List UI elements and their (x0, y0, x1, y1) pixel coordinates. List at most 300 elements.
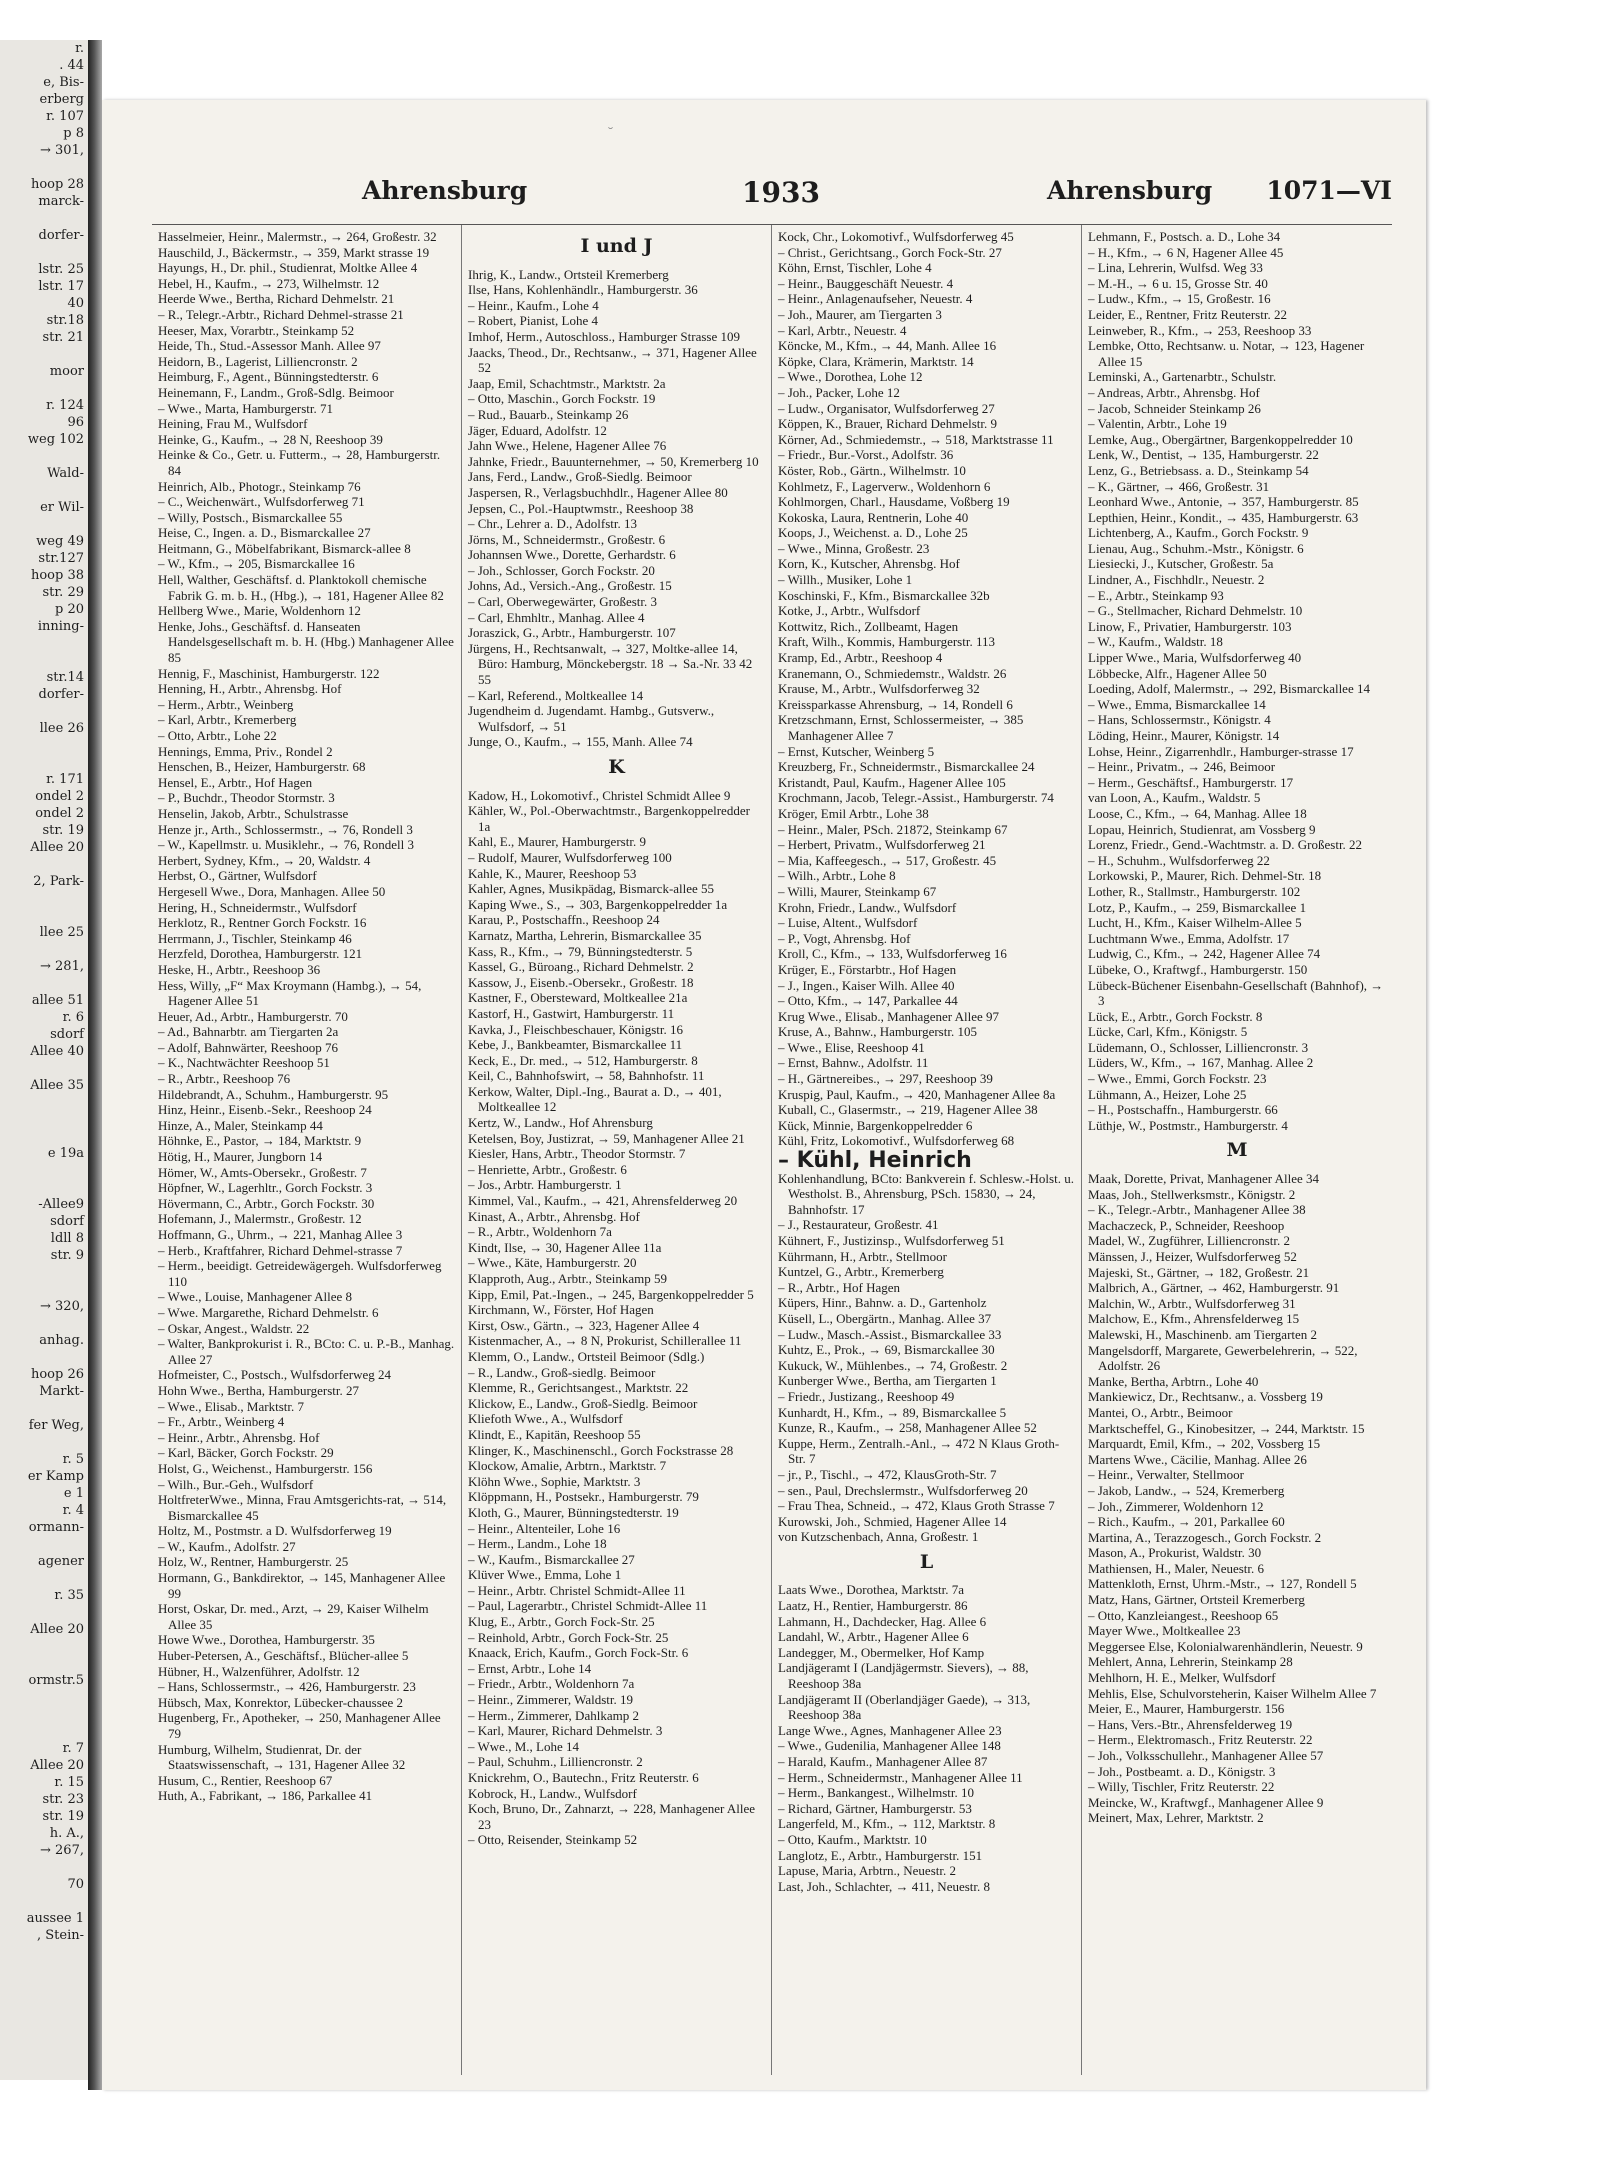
directory-entry: Lopau, Heinrich, Studienrat, am Vossberg 9 (1088, 821, 1316, 837)
directory-entry: Leminski, A., Gartenarbtr., Schulstr. (1088, 369, 1277, 385)
previous-page-fragment: → 267, (40, 1843, 84, 1858)
directory-entry: Kistenmacher, A., → 8 N, Prokurist, Schillerallee 11 (468, 1333, 742, 1349)
directory-entry: Kührmann, H., Arbtr., Stellmoor (778, 1248, 947, 1264)
previous-page-fragment (0, 941, 88, 958)
directory-entry: – Heinr., Kaufm., Lohe 4 (468, 297, 599, 313)
directory-entry: – Wwe., Käte, Hamburgerstr. 20 (468, 1255, 637, 1271)
directory-entry: Heining, Frau M., Wulfsdorf (158, 416, 308, 432)
directory-entry: Malbrich, A., Gärtner, → 462, Hamburgerstr. 91 (1088, 1280, 1340, 1296)
directory-entry: Machaczeck, P., Schneider, Reeshoop (1088, 1217, 1285, 1233)
directory-entry: Majeski, St., Gärtner, → 182, Großestr. 21 (1088, 1264, 1310, 1280)
directory-entry: Lüthje, W., Postmstr., Hamburgerstr. 4 (1088, 1117, 1288, 1133)
previous-page-fragment: . 44 (59, 58, 84, 73)
directory-entry: Kock, Chr., Lokomotivf., Wulfsdorferweg 45 (778, 229, 1014, 244)
directory-entry: Heinke & Co., Getr. u. Futterm., → 28, Hamburgerstr. 84 (158, 447, 441, 478)
directory-entry: Kohlmetz, F., Lagerverw., Woldenhorn 6 (778, 478, 991, 494)
directory-entry: Jäger, Eduard, Adolfstr. 12 (468, 422, 607, 438)
directory-entry: Holst, G., Weichenst., Hamburgerstr. 156 (158, 1460, 373, 1476)
directory-entry: Lipper Wwe., Maria, Wulfsdorferweg 40 (1088, 650, 1302, 666)
directory-entry: – Ernst, Arbtr., Lohe 14 (468, 1660, 592, 1676)
directory-entry: – H., Gärtnereibes., → 297, Reeshoop 39 (778, 1071, 993, 1087)
directory-entry: Malchow, E., Kfm., Ahrensfelderweg 15 (1088, 1311, 1300, 1327)
directory-entry: Kück, Minnie, Bargenkoppelredder 6 (778, 1117, 973, 1133)
directory-entry: – Luise, Altent., Wulfsdorf (778, 915, 918, 931)
directory-entry: Lichtenberg, A., Kaufm., Gorch Fockstr. 9 (1088, 525, 1309, 541)
previous-page-fragment: lstr. 17 (38, 279, 84, 294)
directory-entry: Lienau, Aug., Schuhm.-Mstr., Königstr. 6 (1088, 540, 1304, 556)
directory-entry: – Mia, Kaffeegesch., → 517, Großestr. 45 (778, 852, 997, 868)
directory-entry: Kretzschmann, Ernst, Schlossermeister, → 385 Manhagener Allee 7 (778, 712, 1024, 743)
directory-entry: Landjägeramt I (Landjägermstr. Sievers), → 88, Reeshoop 38a (778, 1660, 1029, 1692)
previous-page-fragment: r. 107 (46, 109, 84, 124)
section-heading-i-j: I und J (580, 235, 653, 257)
directory-entry: Koschinski, F., Kfm., Bismarckallee 32b (778, 587, 990, 603)
directory-entry: – K., Gärtner, → 466, Großestr. 31 (1088, 478, 1270, 494)
previous-page-fragment: p 8 (63, 126, 84, 141)
directory-entry: – R., Arbtr., Reeshoop 76 (158, 1071, 291, 1087)
previous-page-fragment: str. 9 (50, 1248, 84, 1263)
previous-page-fragment: Allee 20 (30, 1622, 84, 1637)
directory-entry: Meinert, Max, Lehrer, Marktstr. 2 (1088, 1810, 1264, 1826)
directory-entry: – Hans, Schlossermstr., → 426, Hamburgerstr. 23 (158, 1679, 416, 1695)
previous-page-fragment: fer Weg, (28, 1418, 84, 1433)
page-header (142, 176, 1392, 216)
previous-page-fragment (0, 1111, 88, 1128)
previous-page-fragment: r. 15 (54, 1775, 84, 1790)
previous-page-fragment (0, 1349, 88, 1366)
directory-entry: – Wwe., Dorothea, Lohe 12 (778, 369, 923, 385)
directory-entry: Kreuzberg, Fr., Schneidermstr., Bismarckallee 24 (778, 759, 1035, 775)
previous-page-fragment (0, 159, 88, 176)
directory-entry: Klemme, R., Gerichtsangest., Marktstr. 22 (468, 1380, 689, 1396)
directory-entry: Herrmann, J., Tischler, Steinkamp 46 (158, 930, 352, 946)
previous-page-fragment: e 19a (47, 1146, 84, 1161)
directory-entry: – Ludw., Masch.-Assist., Bismarckallee 33 (778, 1326, 1002, 1342)
directory-entry: Kahler, Agnes, Musikpädag, Bismarck-allee 55 (468, 881, 715, 897)
directory-entry: Lohse, Heinr., Zigarrenhdlr., Hamburger-strasse 17 (1088, 743, 1354, 759)
directory-entry: Luchtmann Wwe., Emma, Adolfstr. 17 (1088, 930, 1290, 946)
directory-entry: – Rich., Kaufm., → 201, Parkallee 60 (1088, 1514, 1285, 1530)
directory-entry: – J., Restaurateur, Großestr. 41 (778, 1217, 939, 1233)
directory-entry: Jörns, M., Schneidermstr., Großestr. 6 (468, 531, 666, 547)
directory-entry: – Valentin, Arbtr., Lohe 19 (1088, 416, 1227, 432)
directory-entry: – H., Postschaffn., Hamburgerstr. 66 (1088, 1102, 1278, 1118)
previous-page-fragment (0, 1689, 88, 1706)
directory-entry: – Heinr., Privatm., → 246, Beimoor (1088, 759, 1276, 775)
directory-entry: – Christ., Gerichtsang., Gorch Fock-Str. 27 (778, 244, 1002, 260)
directory-entry: Huth, A., Fabrikant, → 186, Parkallee 41 (158, 1788, 373, 1804)
directory-entry: Klapproth, Aug., Arbtr., Steinkamp 59 (468, 1271, 667, 1286)
directory-entry: Hebel, H., Kaufm., → 273, Wilhelmstr. 12 (158, 275, 380, 291)
directory-entry: – Wwe., Elise, Reeshoop 41 (778, 1039, 925, 1055)
directory-entry: – Heinr., Arbtr. Christel Schmidt-Allee 11 (468, 1582, 686, 1598)
directory-entry: – Ludw., Kfm., → 15, Großestr. 16 (1088, 291, 1271, 307)
directory-entry: Klug, E., Arbtr., Gorch Fock-Str. 25 (468, 1614, 655, 1630)
directory-entry: Marktscheffel, G., Kinobesitzer, → 244, Marktstr. 15 (1088, 1420, 1365, 1436)
directory-entry: Mattenkloth, Ernst, Uhrm.-Mstr., → 127, Rondell 5 (1088, 1576, 1357, 1592)
directory-entry: – Heinr., Arbtr., Ahrensbg. Hof (158, 1429, 320, 1445)
previous-page-fragment: ondel 2 (35, 806, 84, 821)
directory-entry: Koops, J., Weichenst. a. D., Lohe 25 (778, 525, 968, 541)
directory-entry: – Karl, Referend., Moltkeallee 14 (468, 687, 644, 703)
directory-entry: Kähler, W., Pol.-Oberwachtmstr., Bargenkoppelredder 1a (468, 803, 750, 834)
directory-entry: Kindt, Ilse, → 30, Hagener Allee 11a (468, 1239, 662, 1255)
directory-entry: Kadow, H., Lokomotivf., Christel Schmidt Allee 9 (468, 787, 731, 803)
directory-entry: Lotz, P., Kaufm., → 259, Bismarckallee 1 (1088, 899, 1307, 915)
previous-page-fragment (0, 1434, 88, 1451)
directory-entry: Herbert, Sydney, Kfm., → 20, Waldstr. 4 (158, 852, 371, 868)
directory-entry: Hensel, E., Arbtr., Hof Hagen (158, 774, 313, 790)
directory-entry: Heise, C., Ingen. a. D., Bismarckallee 27 (158, 525, 371, 541)
directory-entry: Hennig, F., Maschinist, Hamburgerstr. 122 (158, 665, 380, 681)
directory-entry: van Loon, A., Kaufm., Waldstr. 5 (1088, 790, 1261, 806)
entry-list-k-end (778, 1171, 1075, 1545)
directory-entry: – Heinr., Altenteiler, Lohe 16 (468, 1520, 621, 1536)
previous-page-fragment: r. 6 (62, 1010, 84, 1025)
directory-entry: Kukuck, W., Mühlenbes., → 74, Großestr. 2 (778, 1357, 1008, 1373)
directory-entry: Kühl, Fritz, Lokomotivf., Wulfsdorferweg 68 (778, 1133, 1015, 1149)
directory-entry: Heinke, G., Kaufm., → 28 N, Reeshoop 39 (158, 431, 383, 447)
directory-entry: – Reinhold, Arbtr., Gorch Fock-Str. 25 (468, 1629, 669, 1645)
directory-entry: – Jakob, Landw., → 524, Kremerberg (1088, 1482, 1285, 1498)
directory-entry: Hergesell Wwe., Dora, Manhagen. Allee 50 (158, 883, 386, 899)
directory-entry: Lenk, W., Dentist, → 135, Hamburgerstr. 22 (1088, 447, 1319, 463)
previous-page-fragment: r. (75, 41, 84, 56)
directory-entry: Hell, Walther, Geschäftsf. d. Planktokoll chemische Fabrik G. m. b. H., (Hbg.), → 181, Hagener Allee 82 (158, 572, 444, 603)
directory-entry: – Lina, Lehrerin, Wulfsd. Weg 33 (1088, 260, 1263, 276)
directory-entry: Köppen, K., Brauer, Richard Dehmelstr. 9 (778, 416, 997, 432)
directory-entry: Kröger, Emil Arbtr., Lohe 38 (778, 805, 929, 821)
directory-entry: – Andreas, Arbtr., Ahrensbg. Hof (1088, 384, 1260, 400)
directory-entry: – R., Landw., Groß-siedlg. Beimoor (468, 1364, 656, 1380)
previous-page-fragment: e 1 (63, 1486, 84, 1501)
directory-entry: – Wwe., Minna, Großestr. 23 (778, 540, 930, 556)
previous-page-fragment: ormstr.5 (28, 1673, 84, 1688)
previous-page-fragment (0, 1655, 88, 1672)
previous-page-fragment: er Wil- (40, 500, 84, 515)
previous-page-fragment: str. 21 (42, 330, 84, 345)
directory-entry: Kroll, C., Kfm., → 133, Wulfsdorferweg 16 (778, 946, 1007, 962)
directory-entry: Kranemann, O., Schmiedemstr., Waldstr. 26 (778, 665, 1007, 681)
directory-entry: Lepthien, Heinr., Kondit., → 435, Hamburgerstr. 63 (1088, 509, 1359, 525)
directory-entry: – Chr., Lehrer a. D., Adolfstr. 13 (468, 516, 637, 532)
previous-page-fragment: Allee 20 (30, 1758, 84, 1773)
directory-entry: – Jacob, Schneider Steinkamp 26 (1088, 400, 1261, 416)
directory-entry: – C., Weichenwärt., Wulfsdorferweg 71 (158, 494, 365, 510)
directory-entry: – Herm., Arbtr., Weinberg (158, 696, 294, 712)
directory-entry: Hasselmeier, Heinr., Malermstr., → 264, Großestr. 32 (158, 229, 437, 244)
previous-page-fragment (0, 1706, 88, 1723)
directory-entry: Linow, F., Privatier, Hamburgerstr. 103 (1088, 618, 1292, 634)
directory-entry: – Paul, Lagerarbtr., Christel Schmidt-Allee 11 (468, 1598, 708, 1614)
directory-entry: – J., Ingen., Kaiser Wilh. Allee 40 (778, 977, 955, 993)
directory-entry: – Friedr., Justizang., Reeshoop 49 (778, 1388, 955, 1404)
directory-entry: Kirchmann, W., Förster, Hof Hagen (468, 1302, 654, 1318)
directory-entry: – M.-H., → 6 u. 15, Grosse Str. 40 (1088, 275, 1268, 291)
directory-entry: Laats Wwe., Dorothea, Marktstr. 7a (778, 1582, 965, 1598)
directory-entry: Maak, Dorette, Privat, Manhagener Allee 34 (1088, 1171, 1320, 1187)
directory-entry: Korn, K., Kutscher, Ahrensbg. Hof (778, 556, 960, 572)
directory-entry: – W., Kaufm., Waldstr. 18 (1088, 634, 1223, 650)
directory-entry: – Otto, Maschin., Gorch Fockstr. 19 (468, 391, 656, 407)
directory-entry: Lapuse, Maria, Arbtrn., Neuestr. 2 (778, 1863, 956, 1879)
header-page-number: 1071—VI (1266, 176, 1392, 205)
directory-entry: Marquardt, Emil, Kfm., → 202, Vossberg 15 (1088, 1436, 1321, 1452)
directory-entry: Kobrock, H., Landw., Wulfsdorf (468, 1785, 637, 1801)
directory-entry: – Herm., Schneidermstr., Manhagener Allee 11 (778, 1769, 1023, 1785)
directory-entry: Henschen, B., Heizer, Hamburgerstr. 68 (158, 759, 366, 775)
previous-page-fragment: r. 5 (62, 1452, 84, 1467)
previous-page-fragment: erberg (39, 92, 84, 107)
previous-page-fragment (0, 1638, 88, 1655)
directory-entry: Huber-Petersen, A., Geschäftsf., Blücher-allee 5 (158, 1648, 409, 1664)
section-heading-k: K (608, 756, 625, 778)
directory-entry: Kirst, Osw., Gärtn., → 323, Hagener Allee 4 (468, 1317, 700, 1333)
directory-entry: Mehlis, Else, Schulvorsteherin, Kaiser Wilhelm Allee 7 (1088, 1685, 1377, 1701)
directory-entry: Karau, P., Postschaffn., Reeshoop 24 (468, 912, 660, 928)
directory-entry: Heske, H., Arbtr., Reeshoop 36 (158, 961, 321, 977)
previous-page-fragment (0, 703, 88, 720)
directory-entry: Kimmel, Val., Kaufm., → 421, Ahrensfelderweg 20 (468, 1193, 738, 1209)
directory-entry: – Heinr., Bauggeschäft Neuestr. 4 (778, 275, 954, 291)
directory-entry: Keil, C., Bahnhofswirt, → 58, Bahnhofstr. 11 (468, 1068, 705, 1084)
previous-page-fragment: r. 4 (62, 1503, 84, 1518)
previous-page-fragment: r. 35 (54, 1588, 84, 1603)
previous-page-fragment (0, 890, 88, 907)
entry-list-k-continued (778, 229, 1075, 1149)
section-heading-l: L (919, 1550, 934, 1573)
directory-entry: Hoffmann, G., Uhrm., → 221, Manhag Allee 3 (158, 1227, 403, 1242)
directory-entry: Klindt, E., Kapitän, Reeshoop 55 (468, 1426, 641, 1442)
directory-entry: von Kutzschenbach, Anna, Großestr. 1 (778, 1529, 979, 1545)
directory-entry: Hauschild, J., Bäckermstr., → 359, Markt strasse 19 (158, 244, 430, 260)
directory-entry: Lorkowski, P., Maurer, Rich. Dehmel-Str. 18 (1088, 868, 1322, 884)
previous-page-fragment: sdorf (50, 1214, 84, 1229)
directory-entry: Hess, Willy, „F“ Max Kroymann (Hambg.), → 54, Hagener Allee 51 (158, 977, 422, 1009)
directory-entry: Kerkow, Walter, Dipl.-Ing., Baurat a. D., → 401, Moltkeallee 12 (468, 1083, 722, 1115)
previous-page-fragment: Allee 20 (30, 840, 84, 855)
directory-entry: Howe Wwe., Dorothea, Hamburgerstr. 35 (158, 1632, 375, 1648)
directory-entry: Knaack, Erich, Kaufm., Gorch Fock-Str. 6 (468, 1645, 689, 1661)
directory-entry: – Robert, Pianist, Lohe 4 (468, 313, 598, 329)
directory-entry: – Otto, Arbtr., Lohe 22 (158, 728, 277, 743)
directory-entry: Malchin, W., Arbtr., Wulfsdorferweg 31 (1088, 1295, 1296, 1311)
directory-entry: Horst, Oskar, Dr. med., Arzt, → 29, Kaiser Wilhelm Allee 35 (158, 1601, 429, 1632)
directory-entry: – Wwe., M., Lohe 14 (468, 1738, 579, 1754)
directory-entry: Kokoska, Laura, Rentnerin, Lohe 40 (778, 509, 969, 525)
directory-entry: Mangelsdorff, Margarete, Gewerbelehrerin, → 522, Adolfstr. 26 (1088, 1342, 1358, 1374)
directory-entry: – Herb., Kraftfahrer, Richard Dehmel-strasse 7 (158, 1242, 403, 1258)
directory-entry: – Wilh., Bur.-Geh., Wulfsdorf (158, 1476, 314, 1492)
directory-entry: Maas, Joh., Stellwerksmstr., Königstr. 2 (1088, 1186, 1296, 1202)
directory-entry: – Joh., Zimmerer, Woldenhorn 12 (1088, 1498, 1264, 1514)
directory-entry: Hering, H., Schneidermstr., Wulfsdorf (158, 899, 357, 915)
previous-page-fragment: Wald- (47, 466, 84, 481)
directory-entry: – Jos., Arbtr. Hamburgerstr. 1 (468, 1177, 622, 1193)
directory-entry: Kinast, A., Arbtr., Ahrensbg. Hof (468, 1208, 640, 1224)
directory-entry: – Joh., Postbeamt. a. D., Königstr. 3 (1088, 1763, 1276, 1779)
previous-page-fragment: str. 19 (42, 1809, 84, 1824)
directory-entry: – Karl, Bäcker, Gorch Fockstr. 29 (158, 1445, 334, 1461)
previous-page-fragment (0, 975, 88, 992)
directory-entry: Herzfeld, Dorothea, Hamburgerstr. 121 (158, 946, 363, 962)
directory-entry: – Herm., Bankangest., Wilhelmstr. 10 (778, 1785, 975, 1801)
directory-entry: Herklotz, R., Rentner Gorch Fockstr. 16 (158, 915, 367, 931)
previous-page-fragment: llee 25 (39, 925, 84, 940)
directory-entry: – Joh., Maurer, am Tiergarten 3 (778, 306, 942, 322)
directory-entry: Laatz, H., Rentier, Hamburgerstr. 86 (778, 1598, 968, 1614)
previous-page-fragment (0, 380, 88, 397)
directory-entry: – K., Nachtwächter Reeshoop 51 (158, 1055, 330, 1071)
directory-entry: – R., Telegr.-Arbtr., Richard Dehmel-strasse 21 (158, 306, 404, 322)
printing-mark: ˘ (607, 126, 614, 142)
directory-entry: Imhof, Herm., Autoschloss., Hamburger Strasse 109 (468, 328, 741, 344)
directory-entry: Martina, A., Terazzogesch., Gorch Fockstr. 2 (1088, 1529, 1322, 1545)
directory-entry: Kipp, Emil, Pat.-Ingen., → 245, Bargenkoppelredder 5 (468, 1286, 754, 1302)
directory-entry: Klockow, Amalie, Arbtrn., Marktstr. 7 (468, 1458, 667, 1474)
directory-entry: – Wwe., Gudenilia, Manhagener Allee 148 (778, 1738, 1001, 1754)
directory-entry: – Joh., Packer, Lohe 12 (778, 384, 900, 400)
directory-entry: Lindner, A., Fischhdlr., Neuestr. 2 (1088, 572, 1265, 588)
previous-page-fragment (0, 907, 88, 924)
previous-page-fragment (0, 1060, 88, 1077)
previous-page-fragment (0, 1264, 88, 1281)
directory-entry: Lorenz, Friedr., Gend.-Wachtmstr. a. D. Großestr. 22 (1088, 837, 1363, 853)
directory-entry: Lahmann, H., Dachdecker, Hag. Allee 6 (778, 1613, 987, 1629)
directory-entry: – Fr., Arbtr., Weinberg 4 (158, 1414, 285, 1430)
directory-entry: Kahle, K., Maurer, Reeshoop 53 (468, 865, 637, 881)
previous-page-fragment (0, 1128, 88, 1145)
directory-entry: – Carl, Oberwegewärter, Großestr. 3 (468, 594, 657, 610)
directory-entry: – Friedr., Arbtr., Woldenhorn 7a (468, 1676, 635, 1692)
directory-entry: Lübeke, O., Kraftwgf., Hamburgerstr. 150 (1088, 961, 1308, 977)
directory-entry: Manke, Bertha, Arbtrn., Lohe 40 (1088, 1373, 1259, 1389)
directory-entry: Keck, E., Dr. med., → 512, Hamburgerstr. 8 (468, 1052, 698, 1068)
directory-entry: Jepsen, C., Pol.-Hauptwmstr., Reeshoop 38 (468, 500, 694, 516)
entry-list-m (1088, 1171, 1386, 1826)
previous-page-fragment (0, 652, 88, 669)
directory-entry: Hömer, W., Amts-Obersekr., Großestr. 7 (158, 1164, 367, 1180)
highlighted-entry-name: – Kühl, Heinrich (778, 1148, 972, 1174)
directory-entry: – Herm., Elektromasch., Fritz Reuterstr. 22 (1088, 1732, 1313, 1748)
directory-entry: Langerfeld, M., Kfm., → 112, Marktstr. 8 (778, 1816, 996, 1832)
directory-entry: Lemke, Aug., Obergärtner, Bargenkoppelredder 10 (1088, 431, 1353, 447)
directory-entry: Jahn Wwe., Helene, Hagener Allee 76 (468, 438, 667, 454)
directory-entry: – R., Arbtr., Hof Hagen (778, 1279, 901, 1295)
directory-entry: Loose, C., Kfm., → 64, Manhag. Allee 18 (1088, 805, 1307, 821)
directory-entry: Klöhn Wwe., Sophie, Marktstr. 3 (468, 1473, 641, 1489)
previous-page-fragment: hoop 28 (30, 177, 84, 192)
directory-entry: Mayer Wwe., Moltkeallee 23 (1088, 1623, 1241, 1639)
directory-entry: – P., Vogt, Ahrensbg. Hof (778, 930, 911, 946)
directory-entry: Kraft, Wilh., Kommis, Hamburgerstr. 113 (778, 634, 995, 650)
previous-page-fragment: Allee 35 (30, 1078, 84, 1093)
directory-entry: Liesiecki, J., Kutscher, Großestr. 5a (1088, 556, 1274, 572)
directory-entry: Kunze, R., Kaufm., → 258, Manhagener Allee 52 (778, 1420, 1037, 1436)
previous-page-fragment: 70 (67, 1877, 84, 1892)
directory-entry: – W., Kfm., → 205, Bismarckallee 16 (158, 556, 355, 572)
directory-entry: Lother, R., Stallmstr., Hamburgerstr. 102 (1088, 883, 1301, 899)
entry-list-h (158, 229, 455, 1804)
previous-page-fragment: anhag. (39, 1333, 84, 1348)
directory-entry: – Hans, Vers.-Btr., Ahrensfelderweg 19 (1088, 1716, 1293, 1732)
directory-entry: Jahnke, Friedr., Bauunternehmer, → 50, Kremerberg 10 (468, 453, 759, 469)
column-1 (152, 225, 462, 2075)
directory-entry: – Heinr., Verwalter, Stellmoor (1088, 1467, 1244, 1483)
directory-entry: Kassow, J., Eisenb.-Obersekr., Großestr. 18 (468, 974, 694, 990)
directory-entry: Löbbecke, Alfr., Hagener Allee 50 (1088, 665, 1267, 681)
directory-entry: Hofemann, J., Malermstr., Großestr. 12 (158, 1211, 362, 1227)
directory-entry: – Rudolf, Maurer, Wulfsdorferweg 100 (468, 849, 672, 865)
directory-entry: Kastner, F., Obersteward, Moltkeallee 21a (468, 990, 688, 1006)
directory-entry: – K., Telegr.-Arbtr., Manhagener Allee 38 (1088, 1202, 1306, 1218)
previous-page-fragment: → 301, (40, 143, 84, 158)
directory-entry: – Harald, Kaufm., Manhagener Allee 87 (778, 1754, 988, 1769)
previous-page-fragment (0, 1570, 88, 1587)
directory-entry: – Otto, Reisender, Steinkamp 52 (468, 1832, 638, 1848)
directory-entry: – Heinr., Anlagenaufseher, Neuestr. 4 (778, 291, 973, 307)
directory-entry: Kohlenhandlung, BCto: Bankverein f. Schlesw.-Holst. u. Westholst. B., Ahrensburg, PSch. 15830, → 24, Bahnhofstr. 17 (778, 1170, 1074, 1217)
directory-entry: – Herbert, Privatm., Wulfsdorferweg 21 (778, 837, 986, 853)
previous-page-fragment: str. 23 (42, 1792, 84, 1807)
directory-entry: Last, Joh., Schlachter, → 411, Neuestr. 8 (778, 1878, 991, 1894)
previous-page-fragment (0, 1179, 88, 1196)
directory-entry: Meincke, W., Kraftwgf., Manhagener Allee 9 (1088, 1794, 1324, 1810)
directory-entry: Hennings, Emma, Priv., Rondel 2 (158, 743, 333, 759)
previous-page-fragment: allee 51 (31, 993, 84, 1008)
directory-entry: Körner, Ad., Schmiedemstr., → 518, Marktstrasse 11 (778, 431, 1054, 447)
previous-page-fragment: dorfer- (38, 687, 84, 702)
directory-entry: Ilse, Hans, Kohlenhändlr., Hamburgerstr. 36 (468, 282, 698, 298)
previous-page-fragment (0, 1536, 88, 1553)
previous-page-fragment: weg 102 (27, 432, 84, 447)
previous-page-fragment (0, 210, 88, 227)
directory-entry: Landahl, W., Arbtr., Hagener Allee 6 (778, 1629, 969, 1645)
directory-entry: Johns, Ad., Versich.-Ang., Großestr. 15 (468, 578, 672, 594)
directory-entry: Höhnke, E., Pastor, → 184, Marktstr. 9 (158, 1133, 362, 1149)
directory-entry: Kunberger Wwe., Bertha, am Tiergarten 1 (778, 1373, 997, 1389)
previous-page-fragment: str.14 (46, 670, 84, 685)
directory-entry: Malewski, H., Maschinenb. am Tiergarten 2 (1088, 1326, 1318, 1342)
previous-page-fragment: e, Bis- (43, 75, 84, 90)
directory-entry: Kavka, J., Fleischbeschauer, Königstr. 16 (468, 1021, 684, 1037)
previous-page-fragment (0, 1400, 88, 1417)
previous-page-fragment: dorfer- (38, 228, 84, 243)
previous-page-fragment (0, 737, 88, 754)
previous-page-fragment (0, 1723, 88, 1740)
directory-entry: Kassel, G., Büroang., Richard Dehmelstr. 2 (468, 959, 694, 975)
previous-page-fragment: llee 26 (39, 721, 84, 736)
directory-entry: Landjägeramt II (Oberlandjäger Gaede), → 313, Reeshoop 38a (778, 1691, 1031, 1723)
directory-entry: Lehmann, F., Postsch. a. D., Lohe 34 (1088, 229, 1281, 244)
directory-entry: Johannsen Wwe., Dorette, Gerhardstr. 6 (468, 547, 676, 563)
directory-entry: Madel, W., Zugführer, Lilliencronstr. 2 (1088, 1233, 1291, 1249)
header-year: 1933 (742, 176, 820, 209)
directory-entry: Meier, E., Maurer, Hamburgerstr. 156 (1088, 1701, 1285, 1717)
directory-entry: Kass, R., Kfm., → 79, Bünningstedterstr. 5 (468, 943, 693, 959)
directory-entry: Köpke, Clara, Krämerin, Marktstr. 14 (778, 353, 974, 369)
directory-entry: – Joh., Volksschullehr., Manhagener Allee 57 (1088, 1748, 1324, 1763)
directory-entry: Köncke, M., Kfm., → 44, Manh. Allee 16 (778, 338, 997, 354)
directory-entry: Hinz, Heinr., Eisenb.-Sekr., Reeshoop 24 (158, 1102, 372, 1118)
directory-entry: – Wwe., Elisab., Marktstr. 7 (158, 1398, 304, 1414)
directory-entry: – Walter, Bankprokurist i. R., BCto: C. u. P.-B., Manhag. Allee 27 (158, 1336, 455, 1367)
directory-entry: Krüger, E., Förstarbtr., Hof Hagen (778, 961, 957, 977)
directory-entry: Mantei, O., Arbtr., Beimoor (1088, 1404, 1233, 1420)
previous-page-fragment: inning- (37, 619, 84, 634)
directory-entry: – Ernst, Bahnw., Adolfstr. 11 (778, 1055, 929, 1071)
directory-entry: – Willy, Tischler, Fritz Reuterstr. 22 (1088, 1779, 1275, 1795)
